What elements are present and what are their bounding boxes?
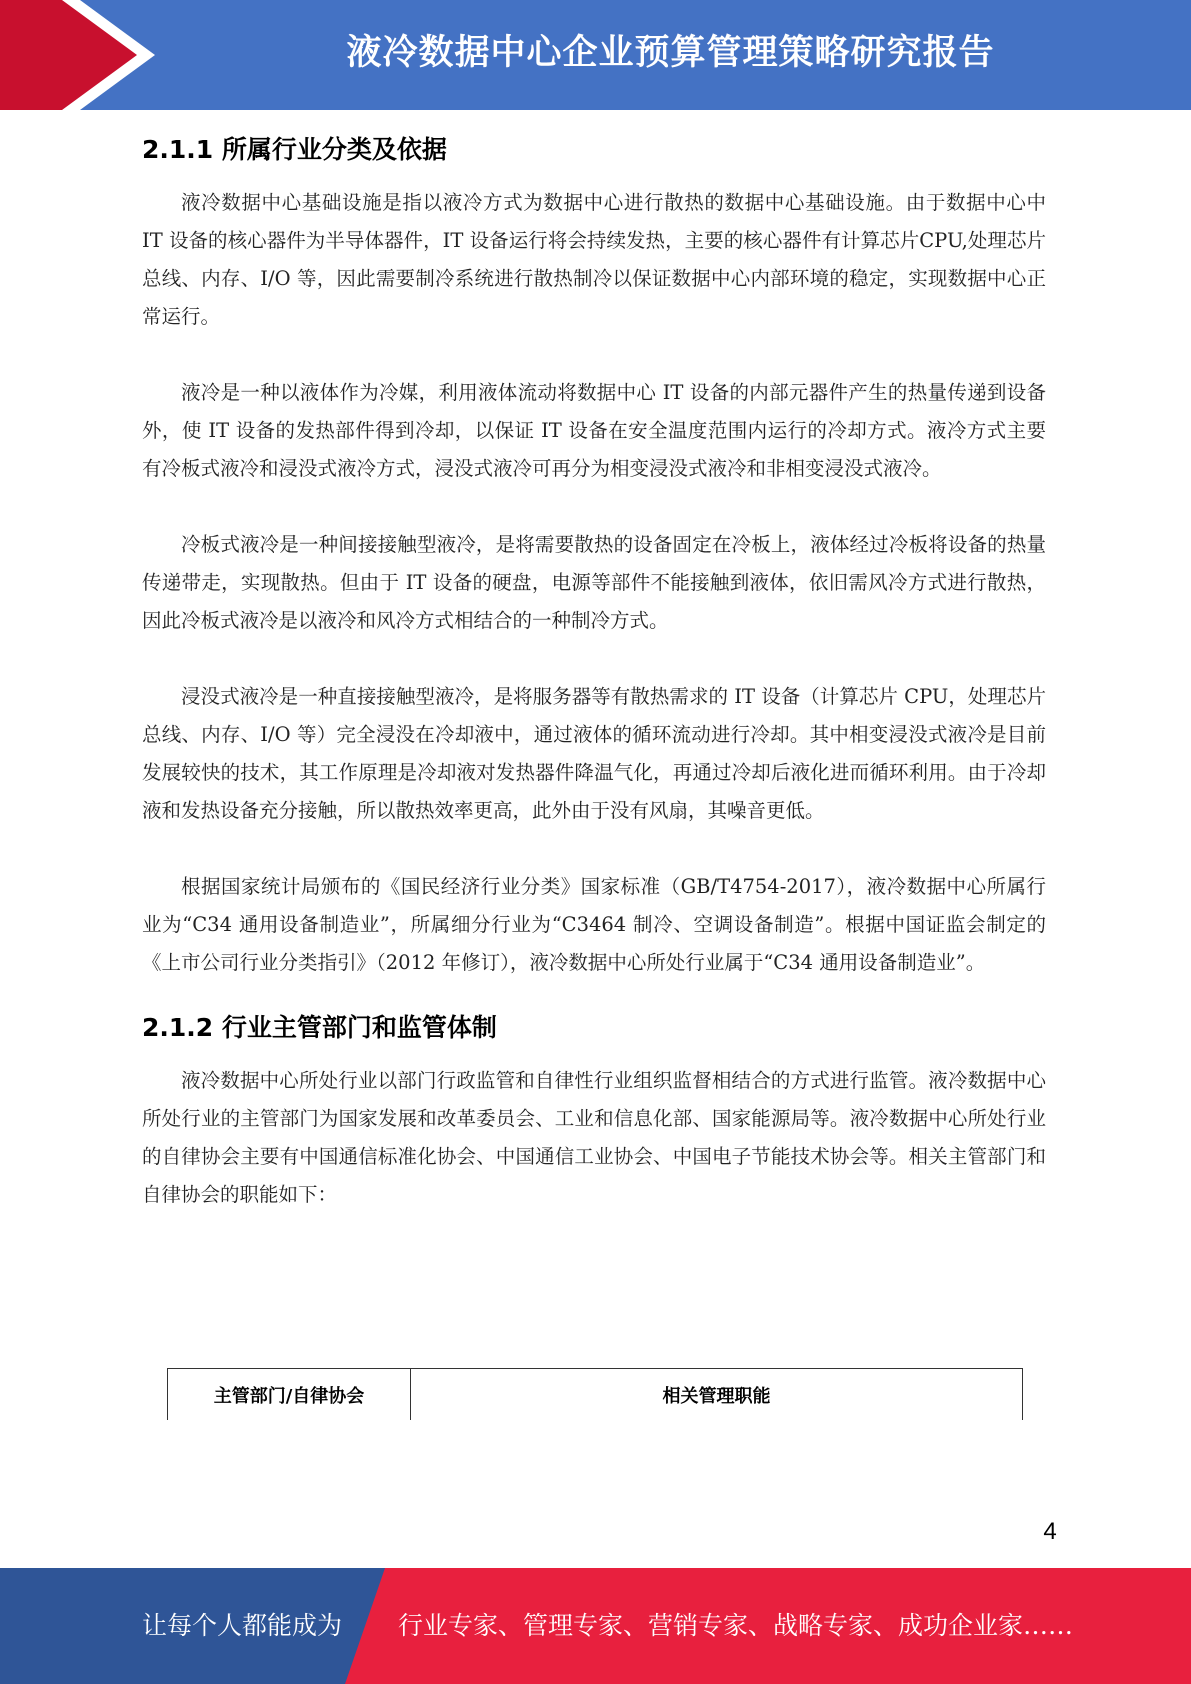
page-footer bbox=[0, 1568, 1191, 1684]
report-title: 液冷数据中心企业预算管理策略研究报告 bbox=[346, 33, 995, 73]
paragraph: 浸没式液冷是一种直接接触型液冷，是将服务器等有散热需求的 IT 设备（计算芯片 CPU，处理芯片总线、内存、I/O 等）完全浸没在冷却液中，通过液体的循环流动进行冷却。其中相变浸没式液冷是目前发展较快的技术，其工作原理是冷却液对发热器件降温气化，再通过冷却后液化进而循环利用。由于冷却液和发热设备充分接触，所以散热效率更高，此外由于没有风扇，其噪音更低。 bbox=[142, 685, 1046, 822]
paragraph: 液冷数据中心所处行业以部门行政监管和自律性行业组织监督相结合的方式进行监管。液冷数据中心所处行业的主管部门为国家发展和改革委员会、工业和信息化部、国家能源局等。液冷数据中心所处行业的自律协会主要有中国通信标准化协会、中国通信工业协会、中国电子节能技术协会等。相关主管部门和自律协会的职能如下： bbox=[142, 1069, 1046, 1206]
table-header-cell: 相关管理职能 bbox=[662, 1385, 771, 1407]
paragraph: 冷板式液冷是一种间接接触型液冷，是将需要散热的设备固定在冷板上，液体经过冷板将设备的热量传递带走，实现散热。但由于 IT 设备的硬盘，电源等部件不能接触到液体，依旧需风冷方式进行散热，因此冷板式液冷是以液冷和风冷方式相结合的一种制冷方式。 bbox=[142, 533, 1046, 632]
section-heading: 2.1.2 行业主管部门和监管体制 bbox=[142, 1013, 497, 1042]
page-header bbox=[0, 0, 1191, 110]
footer-slogan-left: 让每个人都能成为 bbox=[142, 1611, 343, 1640]
paragraph: 根据国家统计局颁布的《国民经济行业分类》国家标准（GB/T4754-2017），液冷数据中心所属行业为“C34 通用设备制造业”，所属细分行业为“C3464 制冷、空调设备制造”。根据中国证监会制定的《上市公司行业分类指引》（2012 年修订），液冷数据中心所处行业属于“C34 通用设备制造业”。 bbox=[142, 875, 1046, 974]
table-header-cell: 主管部门/自律协会 bbox=[168, 1369, 411, 1420]
footer-slogan-right: 行业专家、管理专家、营销专家、战略专家、成功企业家…… bbox=[398, 1611, 1074, 1640]
paragraph: 液冷是一种以液体作为冷媒，利用液体流动将数据中心 IT 设备的内部元器件产生的热量传递到设备外，使 IT 设备的发热部件得到冷却，以保证 IT 设备在安全温度范围内运行的冷却方式。液冷方式主要有冷板式液冷和浸没式液冷方式，浸没式液冷可再分为相变浸没式液冷和非相变浸没式液冷。 bbox=[142, 381, 1046, 480]
regulators-table bbox=[167, 1368, 1023, 1420]
document-body bbox=[142, 118, 1046, 1252]
section-heading: 2.1.1 所属行业分类及依据 bbox=[142, 135, 447, 164]
paragraph: 液冷数据中心基础设施是指以液冷方式为数据中心进行散热的数据中心基础设施。由于数据中心中 IT 设备的核心器件为半导体器件，IT 设备运行将会持续发热，主要的核心器件有计算芯片CPU,处理芯片总线、内存、I/O 等，因此需要制冷系统进行散热制冷以保证数据中心内部环境的稳定，实现数据中心正常运行。 bbox=[142, 191, 1046, 328]
page-number: 4 bbox=[1043, 1518, 1057, 1545]
